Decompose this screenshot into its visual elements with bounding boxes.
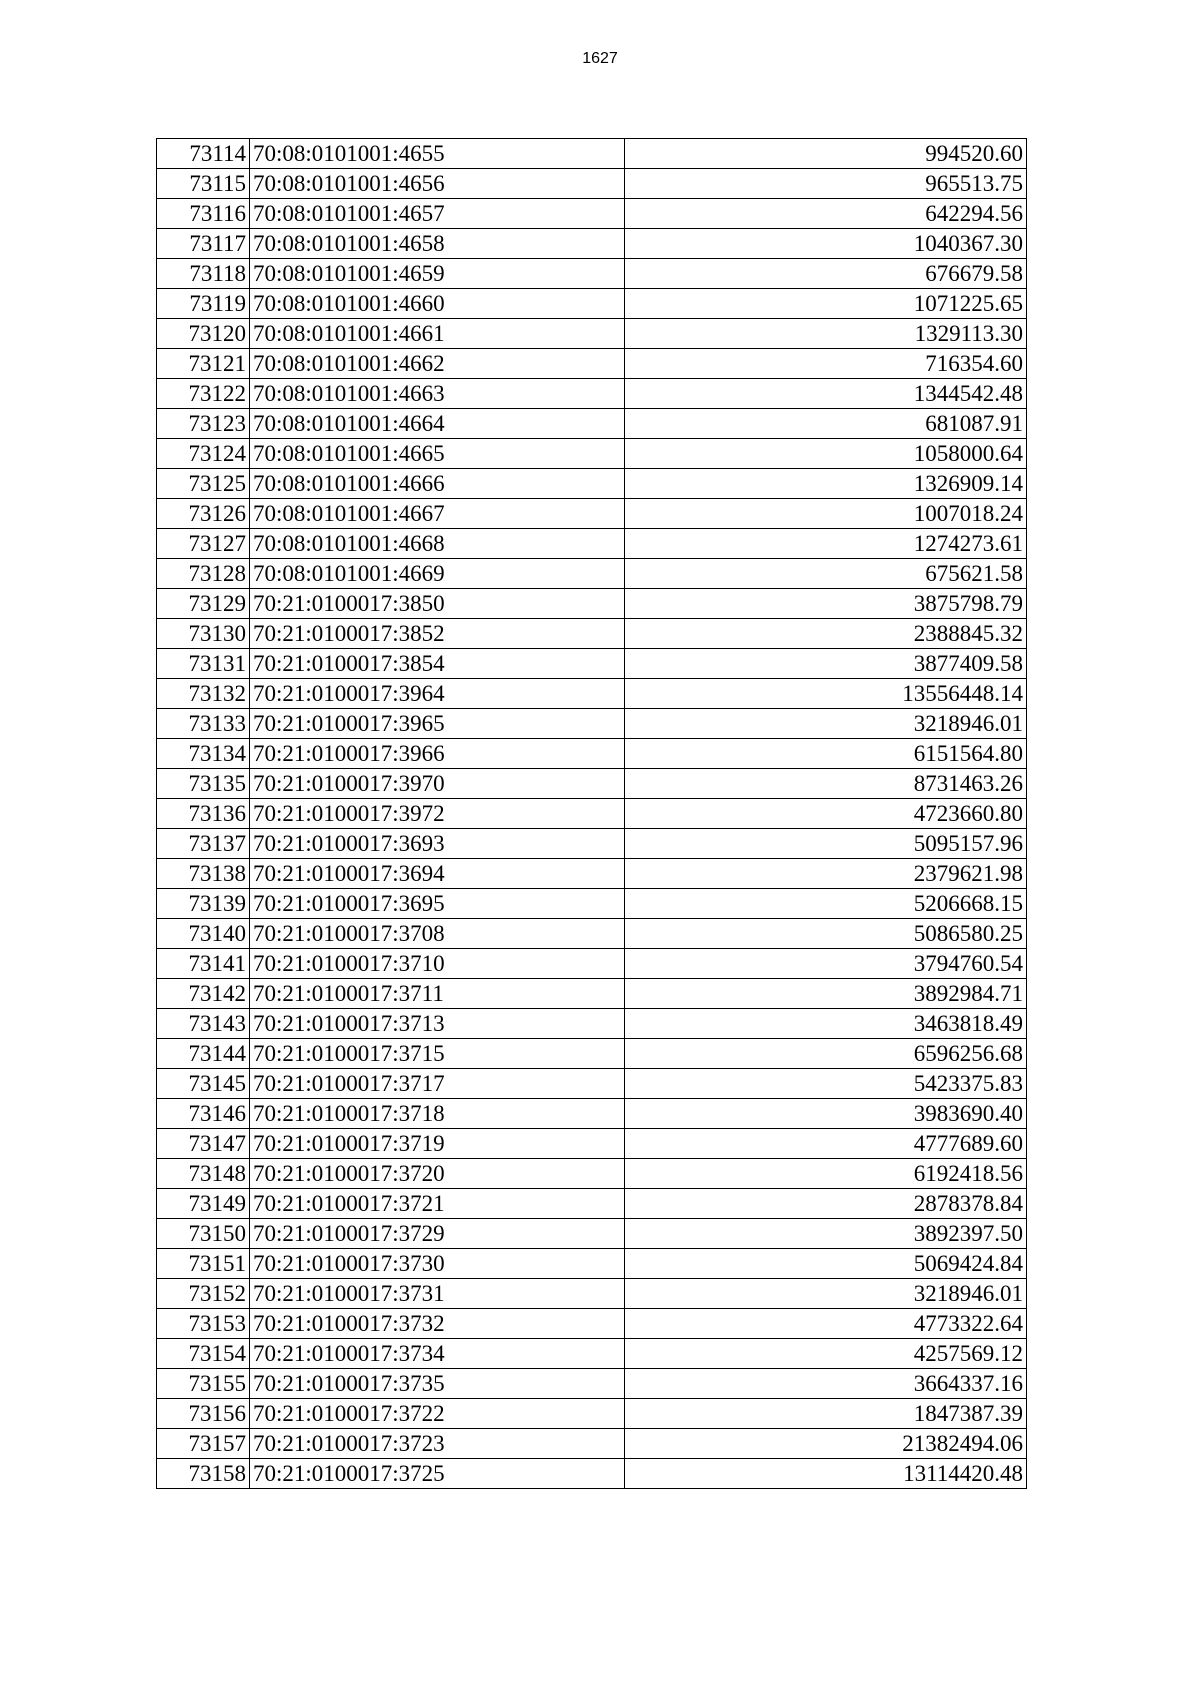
cadastral-number-cell: 70:08:0101001:4663 (250, 379, 625, 409)
cadastral-number-cell: 70:21:0100017:3718 (250, 1099, 625, 1129)
table-row (157, 1279, 1027, 1309)
row-number-cell: 73115 (157, 169, 250, 199)
table-row (157, 439, 1027, 469)
cadastral-number-cell: 70:08:0101001:4660 (250, 289, 625, 319)
cadastral-number-cell: 70:21:0100017:3717 (250, 1069, 625, 1099)
cadastral-number-cell: 70:08:0101001:4656 (250, 169, 625, 199)
cadastral-number-cell: 70:08:0101001:4669 (250, 559, 625, 589)
table-row (157, 1249, 1027, 1279)
cadastral-value-cell: 2878378.84 (625, 1189, 1027, 1219)
row-number-cell: 73123 (157, 409, 250, 439)
row-number-cell: 73125 (157, 469, 250, 499)
cadastral-number-cell: 70:21:0100017:3722 (250, 1399, 625, 1429)
table-row (157, 1129, 1027, 1159)
cadastral-number-cell: 70:21:0100017:3721 (250, 1189, 625, 1219)
row-number-cell: 73130 (157, 619, 250, 649)
cadastral-number-cell: 70:21:0100017:3729 (250, 1219, 625, 1249)
cadastral-number-cell: 70:21:0100017:3695 (250, 889, 625, 919)
row-number-cell: 73127 (157, 529, 250, 559)
cadastral-number-cell: 70:21:0100017:3730 (250, 1249, 625, 1279)
row-number-cell: 73131 (157, 649, 250, 679)
row-number-cell: 73119 (157, 289, 250, 319)
cadastral-number-cell: 70:21:0100017:3850 (250, 589, 625, 619)
cadastral-number-cell: 70:08:0101001:4662 (250, 349, 625, 379)
cadastral-number-cell: 70:21:0100017:3723 (250, 1429, 625, 1459)
row-number-cell: 73157 (157, 1429, 250, 1459)
cadastral-number-cell: 70:21:0100017:3966 (250, 739, 625, 769)
cadastral-number-cell: 70:21:0100017:3720 (250, 1159, 625, 1189)
cadastral-number-cell: 70:21:0100017:3852 (250, 619, 625, 649)
table-row (157, 739, 1027, 769)
cadastral-value-cell: 1329113.30 (625, 319, 1027, 349)
table-row (157, 259, 1027, 289)
page-number: 1627 (582, 50, 618, 67)
cadastral-value-cell: 681087.91 (625, 409, 1027, 439)
table-row (157, 289, 1027, 319)
cadastral-number-cell: 70:21:0100017:3731 (250, 1279, 625, 1309)
cadastral-value-cell: 716354.60 (625, 349, 1027, 379)
table-row (157, 229, 1027, 259)
cadastral-value-cell: 2388845.32 (625, 619, 1027, 649)
cadastral-number-cell: 70:21:0100017:3732 (250, 1309, 625, 1339)
row-number-cell: 73120 (157, 319, 250, 349)
cadastral-value-cell: 3892984.71 (625, 979, 1027, 1009)
table-row (157, 1369, 1027, 1399)
table-row (157, 1009, 1027, 1039)
cadastral-number-cell: 70:08:0101001:4667 (250, 499, 625, 529)
cadastral-number-cell: 70:08:0101001:4665 (250, 439, 625, 469)
row-number-cell: 73133 (157, 709, 250, 739)
cadastral-value-cell: 965513.75 (625, 169, 1027, 199)
cadastral-number-cell: 70:21:0100017:3725 (250, 1459, 625, 1489)
table-row (157, 529, 1027, 559)
row-number-cell: 73146 (157, 1099, 250, 1129)
table-row (157, 409, 1027, 439)
cadastral-value-cell: 13114420.48 (625, 1459, 1027, 1489)
row-number-cell: 73152 (157, 1279, 250, 1309)
table-row (157, 919, 1027, 949)
cadastral-number-cell: 70:21:0100017:3694 (250, 859, 625, 889)
row-number-cell: 73116 (157, 199, 250, 229)
row-number-cell: 73155 (157, 1369, 250, 1399)
table-row (157, 949, 1027, 979)
cadastral-value-cell: 4257569.12 (625, 1339, 1027, 1369)
row-number-cell: 73117 (157, 229, 250, 259)
row-number-cell: 73149 (157, 1189, 250, 1219)
row-number-cell: 73158 (157, 1459, 250, 1489)
cadastral-value-cell: 6192418.56 (625, 1159, 1027, 1189)
cadastral-value-cell: 3875798.79 (625, 589, 1027, 619)
table-row (157, 469, 1027, 499)
cadastral-value-cell: 676679.58 (625, 259, 1027, 289)
cadastral-value-cell: 3218946.01 (625, 709, 1027, 739)
cadastral-number-cell: 70:21:0100017:3972 (250, 799, 625, 829)
row-number-cell: 73139 (157, 889, 250, 919)
table-row (157, 589, 1027, 619)
row-number-cell: 73145 (157, 1069, 250, 1099)
table-row (157, 1459, 1027, 1489)
table-row (157, 1039, 1027, 1069)
row-number-cell: 73118 (157, 259, 250, 289)
cadastral-value-cell: 1040367.30 (625, 229, 1027, 259)
cadastral-value-cell: 5206668.15 (625, 889, 1027, 919)
row-number-cell: 73121 (157, 349, 250, 379)
cadastral-value-cell: 1344542.48 (625, 379, 1027, 409)
cadastral-value-cell: 2379621.98 (625, 859, 1027, 889)
table-row (157, 859, 1027, 889)
row-number-cell: 73137 (157, 829, 250, 859)
row-number-cell: 73151 (157, 1249, 250, 1279)
table-row (157, 559, 1027, 589)
cadastral-number-cell: 70:08:0101001:4659 (250, 259, 625, 289)
table-row (157, 1159, 1027, 1189)
cadastral-value-cell: 1058000.64 (625, 439, 1027, 469)
cadastral-number-cell: 70:08:0101001:4666 (250, 469, 625, 499)
table-row (157, 1309, 1027, 1339)
cadastral-number-cell: 70:21:0100017:3734 (250, 1339, 625, 1369)
cadastral-value-cell: 3892397.50 (625, 1219, 1027, 1249)
table-row (157, 619, 1027, 649)
row-number-cell: 73150 (157, 1219, 250, 1249)
cadastral-value-table (156, 138, 1027, 1489)
row-number-cell: 73140 (157, 919, 250, 949)
cadastral-value-cell: 4777689.60 (625, 1129, 1027, 1159)
cadastral-value-cell: 5423375.83 (625, 1069, 1027, 1099)
cadastral-value-cell: 4723660.80 (625, 799, 1027, 829)
row-number-cell: 73126 (157, 499, 250, 529)
cadastral-number-cell: 70:08:0101001:4668 (250, 529, 625, 559)
table-row (157, 679, 1027, 709)
cadastral-value-cell: 1071225.65 (625, 289, 1027, 319)
cadastral-value-cell: 3877409.58 (625, 649, 1027, 679)
row-number-cell: 73138 (157, 859, 250, 889)
row-number-cell: 73122 (157, 379, 250, 409)
row-number-cell: 73134 (157, 739, 250, 769)
cadastral-value-cell: 3794760.54 (625, 949, 1027, 979)
table-row (157, 499, 1027, 529)
cadastral-value-cell: 1326909.14 (625, 469, 1027, 499)
table-row (157, 1189, 1027, 1219)
cadastral-number-cell: 70:08:0101001:4657 (250, 199, 625, 229)
row-number-cell: 73142 (157, 979, 250, 1009)
cadastral-number-cell: 70:21:0100017:3715 (250, 1039, 625, 1069)
cadastral-value-cell: 3218946.01 (625, 1279, 1027, 1309)
row-number-cell: 73141 (157, 949, 250, 979)
table-row (157, 199, 1027, 229)
cadastral-value-cell: 3664337.16 (625, 1369, 1027, 1399)
cadastral-value-cell: 994520.60 (625, 139, 1027, 169)
cadastral-value-cell: 1274273.61 (625, 529, 1027, 559)
cadastral-value-cell: 5069424.84 (625, 1249, 1027, 1279)
table-row (157, 319, 1027, 349)
cadastral-value-cell: 4773322.64 (625, 1309, 1027, 1339)
row-number-cell: 73124 (157, 439, 250, 469)
cadastral-number-cell: 70:08:0101001:4664 (250, 409, 625, 439)
cadastral-number-cell: 70:21:0100017:3693 (250, 829, 625, 859)
row-number-cell: 73143 (157, 1009, 250, 1039)
table-row (157, 1429, 1027, 1459)
cadastral-value-cell: 1847387.39 (625, 1399, 1027, 1429)
table-row (157, 1069, 1027, 1099)
cadastral-number-cell: 70:21:0100017:3708 (250, 919, 625, 949)
cadastral-number-cell: 70:08:0101001:4655 (250, 139, 625, 169)
cadastral-value-cell: 1007018.24 (625, 499, 1027, 529)
cadastral-number-cell: 70:21:0100017:3719 (250, 1129, 625, 1159)
cadastral-number-cell: 70:21:0100017:3964 (250, 679, 625, 709)
row-number-cell: 73147 (157, 1129, 250, 1159)
table-row (157, 889, 1027, 919)
cadastral-number-cell: 70:21:0100017:3735 (250, 1369, 625, 1399)
cadastral-value-cell: 6596256.68 (625, 1039, 1027, 1069)
table-row (157, 799, 1027, 829)
cadastral-value-cell: 3463818.49 (625, 1009, 1027, 1039)
table-row (157, 1219, 1027, 1249)
table-row (157, 349, 1027, 379)
row-number-cell: 73128 (157, 559, 250, 589)
table-row (157, 379, 1027, 409)
table-row (157, 139, 1027, 169)
table-row (157, 169, 1027, 199)
cadastral-value-cell: 675621.58 (625, 559, 1027, 589)
row-number-cell: 73114 (157, 139, 250, 169)
row-number-cell: 73136 (157, 799, 250, 829)
cadastral-number-cell: 70:21:0100017:3854 (250, 649, 625, 679)
cadastral-value-cell: 8731463.26 (625, 769, 1027, 799)
row-number-cell: 73154 (157, 1339, 250, 1369)
cadastral-number-cell: 70:21:0100017:3970 (250, 769, 625, 799)
table-row (157, 829, 1027, 859)
cadastral-number-cell: 70:08:0101001:4661 (250, 319, 625, 349)
cadastral-value-cell: 13556448.14 (625, 679, 1027, 709)
table-row (157, 1399, 1027, 1429)
table-row (157, 769, 1027, 799)
row-number-cell: 73132 (157, 679, 250, 709)
table-row (157, 1099, 1027, 1129)
cadastral-number-cell: 70:21:0100017:3965 (250, 709, 625, 739)
cadastral-value-cell: 5086580.25 (625, 919, 1027, 949)
cadastral-number-cell: 70:21:0100017:3710 (250, 949, 625, 979)
cadastral-number-cell: 70:21:0100017:3711 (250, 979, 625, 1009)
cadastral-value-cell: 6151564.80 (625, 739, 1027, 769)
cadastral-value-cell: 3983690.40 (625, 1099, 1027, 1129)
table-row (157, 649, 1027, 679)
row-number-cell: 73148 (157, 1159, 250, 1189)
cadastral-number-cell: 70:21:0100017:3713 (250, 1009, 625, 1039)
row-number-cell: 73135 (157, 769, 250, 799)
cadastral-number-cell: 70:08:0101001:4658 (250, 229, 625, 259)
table-row (157, 1339, 1027, 1369)
row-number-cell: 73129 (157, 589, 250, 619)
row-number-cell: 73153 (157, 1309, 250, 1339)
table-body (157, 139, 1027, 1489)
row-number-cell: 73144 (157, 1039, 250, 1069)
cadastral-value-cell: 642294.56 (625, 199, 1027, 229)
table-row (157, 709, 1027, 739)
table-row (157, 979, 1027, 1009)
row-number-cell: 73156 (157, 1399, 250, 1429)
cadastral-value-cell: 21382494.06 (625, 1429, 1027, 1459)
cadastral-value-cell: 5095157.96 (625, 829, 1027, 859)
